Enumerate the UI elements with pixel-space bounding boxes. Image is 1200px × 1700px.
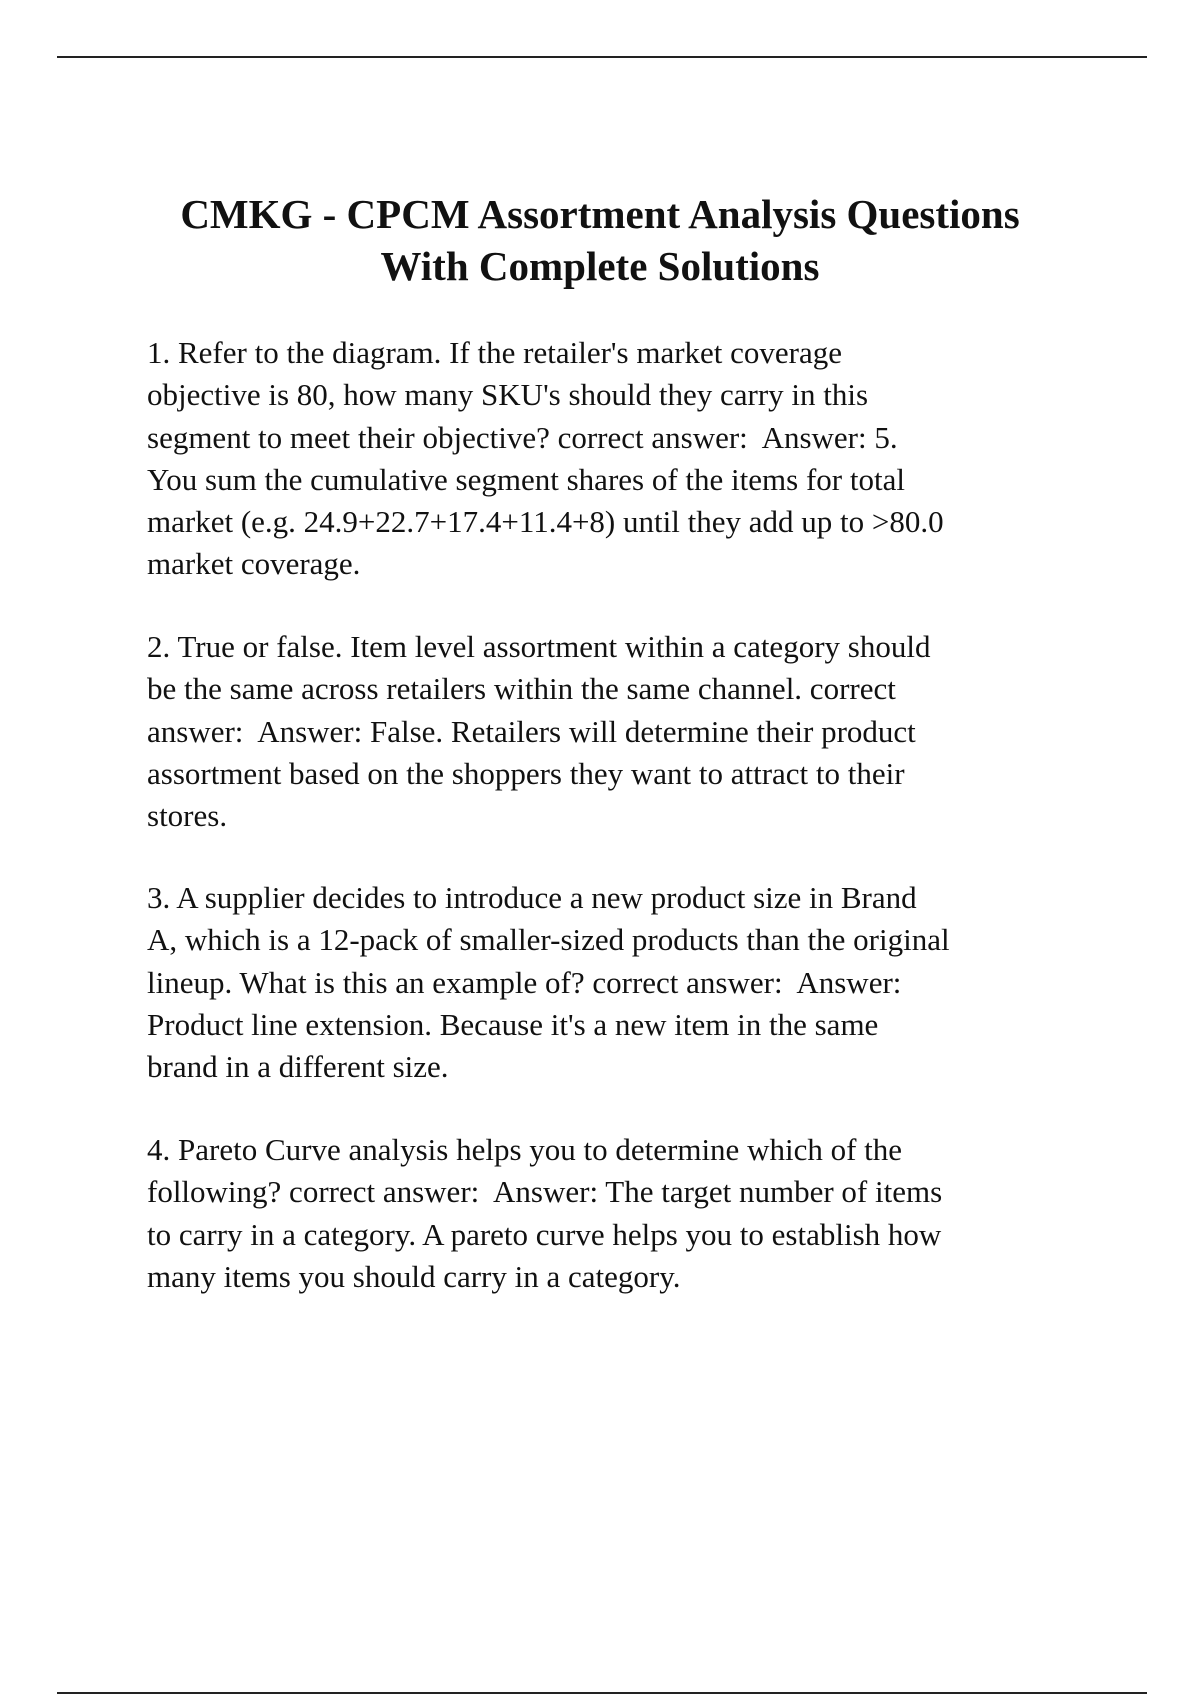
text-line: market coverage. (147, 546, 361, 582)
text-line: objective is 80, how many SKU's should they carry in this (147, 377, 869, 413)
text-line: stores. (147, 798, 228, 834)
text-line: 3. A supplier decides to introduce a new product size in Brand (147, 880, 917, 915)
text-line: market (e.g. 24.9+22.7+17.4+11.4+8) until they add up to >80.0 (147, 504, 944, 540)
text-line: brand in a different size. (147, 1049, 449, 1085)
footer-rule (57, 1692, 1147, 1694)
question-2 (147, 626, 1147, 837)
title-line: With Complete Solutions (380, 243, 820, 289)
text-line: assortment based on the shoppers they want to attract to their (147, 755, 905, 791)
text-line: 4. Pareto Curve analysis helps you to determine which of the (147, 1132, 903, 1167)
question-1 (147, 332, 1147, 586)
question-3 (147, 877, 1147, 1088)
text-line: be the same across retailers within the same channel. correct (147, 671, 896, 707)
text-line: 1. Refer to the diagram. If the retailer's market coverage (147, 335, 843, 370)
text-line: A, which is a 12-pack of smaller-sized products than the original (147, 922, 950, 958)
title-line: CMKG - CPCM Assortment Analysis Questions (180, 191, 1020, 237)
text-line: to carry in a category. A pareto curve helps you to establish how (147, 1216, 942, 1252)
text-line: following? correct answer: Answer: The target number of items (147, 1174, 943, 1210)
text-line: lineup. What is this an example of? correct answer: Answer: (147, 964, 902, 1000)
text-line: You sum the cumulative segment shares of the items for total (147, 461, 905, 497)
question-4 (147, 1129, 1147, 1298)
text-line: many items you should carry in a category. (147, 1258, 681, 1294)
text-line: 2. True or false. Item level assortment within a category should (147, 629, 931, 664)
document-title (0, 188, 1200, 292)
text-line: segment to meet their objective? correct answer: Answer: 5. (147, 419, 898, 455)
text-line: Product line extension. Because it's a new item in the same (147, 1006, 879, 1042)
header-rule (57, 56, 1147, 58)
text-line: answer: Answer: False. Retailers will determine their product (147, 713, 916, 749)
